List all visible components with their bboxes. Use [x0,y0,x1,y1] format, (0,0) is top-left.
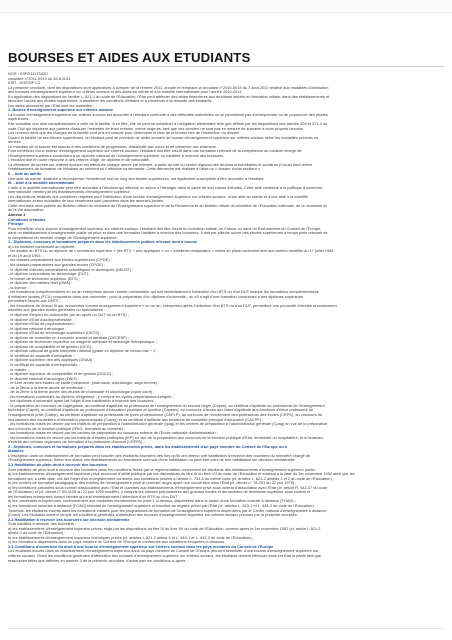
body-line: code Civil qui imposent aux parents d'assurer l'entretien de leurs enfants, même majeurs, tant que ces derniers ne sont pas en mesure de subvenir à leurs propres besoins. [8,126,304,131]
body-line: critères sociaux. Outre les conditions générales d'attribution des bourses d'enseignement supérieur sur critères sociaux, les étudiants doivent effectuer dans cet État la partie tant que [8,553,322,558]
body-line: formations qui, à cette date, ont fait l'objet d'un enregistrement conforme aux conditions posées à l'article L. 731-5 du même code (cf. articles L. 821-2 alinéas 1 et 2 du code de l'Éducation) ; [8,476,334,481]
body-line: c) les formations dispensées dans un pays membre du Conseil de l'Europe et conformes aux conditions évoquées ci-dessous. [8,540,226,545]
body-line: e) les formations ouvertes à distance (FOAD) relevant de l'enseignement supérieur et inscrites au registre prévu par l'État (cf. articles L. 823-1 et L. 444-3 du code de l'Éducation). [8,503,315,508]
body-line: - le diplôme d'État de psychomotricien ; [8,322,76,327]
body-line: - le 1ère année des études de santé (médecine, pharmacie, odontologie, sage-femme) ; [8,381,160,386]
section-heading: Principe [8,222,24,227]
body-line: Elle constitue une aide complémentaire à celle de la famille. À ce titre, elle ne peut se substituer à l'obligation alimentaire telle que définie par les dispositions des articles 203 et 371-2 du [8,122,328,127]
body-line: a) les établissements d'enseignement supérieur privés, régis par les dispositions du titre III du livre VII du code de l'Éducation, ouverts après le 1er novembre 1952 (cf. article L.821-2 [8,526,321,531]
body-line: - le certificat de capacité d'orthoptiste ; [8,353,75,358]
body-line: b) les établissements d'enseignement supérieur techniques privés (cf. articles L.821-2 alinéa 3 et L. 443-1 et L. 443-3 du code de l'Éducation) ; [8,535,254,540]
body-line: b) les centres de formation pédagogique des maîtres de l'enseignement privé du premier degré ayant une convention avec l'État (cf. décret n° 78-251 du 22 juin 1978) ; [8,481,297,486]
body-line: Cette circulaire sera publiée au Bulletin officiel du ministère de l'Enseignement supérieur et de la Recherche et au Bulletin officiel du ministère de l'Éducation nationale, de la Jeunesse et [8,203,327,208]
section-heading: distance [8,449,24,454]
section-heading: 2.2 Habilitation à recevoir des boursiers sur décision ministérielle [8,517,130,522]
body-line: - le certificat de capacité d'orthophoniste ; [8,363,80,367]
body-line: Durant la totalité de ses études supérieures, un étudiant peut se prévaloir de droits annuels de bourse d'enseignement supérieur sur critères sociaux selon les modalités prévues en [8,135,319,140]
body-line: - le diplôme de conseiller en économie sociale et familiale (DECESF) ; [8,335,129,340]
body-line: Le maintien de la bourse est soumis à des conditions de progression, d'assiduité aux cours et de présence aux examens. [8,144,217,149]
body-line: - le diplôme national d'œnologue (DNO) ; [8,376,79,381]
body-line: l'Enseignement supérieur conduisant à un diplôme national de l'enseignement supérieur ou habilitée à recevoir des boursiers. [8,153,225,158]
body-line: ressources telles que définies en annexe 3 de la présente circulaire, d'autre part les conditions ci-après : [8,558,188,563]
body-line: l'établissement de formation de l'étudiant au moment où il effectue sa demande. Cette démarche est réalisée à l'aide du « dossier social étudiant ». [8,167,262,172]
body-line: - les diplômes d'université ayant fait l'objet d'une habilitation à recevoir des boursiers ; [8,399,156,404]
body-line: c) les formations précisées sous contrat d'association avec l'État et ouvertes aux établissements d'enseignement privé sous contrat d'association avec l'État (cf. article R. 442-37 du code [8,485,328,490]
body-line: - les formations complémentaires en un an entreprises durant l'année universitaire qui suit immédiatement l'obtention d'un BTS ou d'un DUT lorsque les formations complémentaires [8,290,319,295]
section-heading: 2 - Diplômes, concours et formations préparés dans les établissements privés, dans les établissements d'un pays membre du Conseil de l'Europe ou à [8,444,287,449]
body-line: - le diplôme d'expert en automobile (un an après un DUT ou un BTS) ; [8,312,129,317]
body-line: favoriser l'accès aux études supérieures, à améliorer les conditions d'études et à contribuer à la réussite des étudiants. [8,99,213,104]
body-line: - le diplôme des métiers d'art (DMA) ; [8,281,73,286]
body-line: - le diplôme de technicien supérieur en imagerie médicale et radiologie thérapeutique ; [8,340,157,345]
body-line: - les formations mises en œuvre par les instituts de préparation à l'administration générale (Ipag) et les centres de préparation à l'administration générale (Cpag) en vue de la préparation [8,422,328,427]
body-line: d'initiatives locales (FCIL) proposées dans une université ; pour la préparation d'un diplôme d'université ; ou s'il s'agit d'une formation conduisant à des diplômes supérieurs [8,294,304,299]
body-line: - les classes préparatoires aux grandes écoles (CPGE) ; [8,262,106,267]
body-line: (Cned). Les étudiants doivent remplir les conditions générales d'attribution des bourses d'enseignement supérieur sur critères sociaux prévues par la présente circulaire. [8,513,298,518]
body-line: recrutement des conseillers d'orientation-psychologues (Copsy) et au certificat d'aptitude aux fonctions de conseiller principal d'éducation (CACPE) ; [8,417,264,422]
body-line: des bourses d'enseignement supérieur sur critères sociaux et des aides au mérite et à la mobilité internationale pour l'année 2010-2011. [8,90,243,95]
body-line: - les formations mises en œuvre par les centres de préparation au concours externe de l'École nationale d'administration ; [8,431,218,436]
body-line: - le master ; [8,367,29,372]
body-line: annexe. [8,140,22,145]
body-line: Les étudiants inscrits dans un établissement d'enseignement supérieur dans un pays membre du Conseil de l'Europe peuvent bénéficier d'une bourse d'enseignement supérieur sur [8,549,319,554]
top-margin [0,0,452,13]
body-line: - la préparation au concours de l'agrégation, au certificat d'aptitude au professorat de l'enseignement du second degré (Capes), au certificat d'aptitude au professorat de l'enseignement [8,403,325,408]
body-line: supérieures. [8,117,30,122]
body-line: Pour bénéficier d'une bourse d'enseignement supérieur sur critères sociaux, l'étudiant doit être inscrit dans une formation relevant de la compétence du ministre chargé de [8,149,302,154]
body-line: circulaire n°2011-0013 du 26-8-2011 [8,76,71,81]
body-line: de l'Éducation) et (cf. décret n° 59-1125 du 22 juin 1990 modifié), y compris les classes préparatoires aux grandes écoles et les sections de technicien supérieur sous contrat et [8,490,311,495]
bottom-divider [8,628,444,629]
body-line: L'étudiant doit en outre répondre à des critères d'âge, de diplôme et de nationalité. [8,158,150,163]
body-line: ESR - DGESIP C2 [8,81,41,86]
body-line: d) les universités européennes, conformément aux modalités mentionnées au point 1 ci-dessus, dispensées dans le cadre d'une formation ouverte à distance (FOAD) ; [8,499,296,504]
body-line: a) les établissements d'enseignement supérieur privé reconnus d'utilité publique par les dispositions du titre III du livre VII du code de l'Éducation et existant à la date du 1er novembre 1952 ainsi que les [8,472,355,477]
body-line: Une aide au mérite, destinée à récompenser l'excellence tout au long des études supérieures, est également susceptible d'être accordée à l'étudiant. [8,176,265,181]
body-line: - le diplôme universitaire de technologie (DUT) ; [8,272,91,277]
annex-label: Annexe 1 [8,212,26,217]
body-line: Les revenus ainsi que les charges de la famille sont pris en compte pour déterminer le taux de la bourse lors de l'instruction du dossier. [8,131,241,136]
section-heading: Conditions d'études [8,217,46,222]
body-line: de la Vie associative. [8,208,45,213]
body-line: Pour bénéficier d'une bourse d'enseignement supérieur sur critères sociaux, l'étudiant doit être inscrit en formation initiale, en France ou dans un État membre du Conseil de l'Europe, [8,226,322,231]
page-title: BOURSES ET AIDES AUX ETUDIANTS [8,50,251,65]
body-line: la compétence du ministre chargé de l'Enseignement supérieur. [8,235,118,240]
body-line: L'inscription dans un établissement de formation peut susciter des étudiants boursiers dès lors qu'ils ont obtenu une habilitation à recevoir des boursiers du ministère chargé de [8,453,311,458]
body-line: - les études au BTS ou au diplôme de « technicien supérieur » (les BTS + arts appliqués « ou » hôtellerie-restauration « mises en place conformément aux arrêtés modifiés du 17 juillet 1984 [8,249,334,254]
body-line: - les classes préparatoires aux études supérieures (CPGE) ; [8,258,112,263]
title-divider [8,66,444,67]
body-line: - le brevet de technicien supérieur (BTS) ; [8,276,81,281]
section-heading: 1 - Diplômes, concours et formations préparés dans les établissements publics relevant dont à bourse [8,240,198,245]
body-line: - le diplôme supérieur de comptabilité et de gestion (DSCG) ; [8,372,114,377]
body-line: aux concours de la fonction publique (IPAG, formation au doctorat) ; [8,426,125,431]
body-line: - le diplôme d'études universitaires scientifiques et techniques (DEUST) ; [8,267,134,272]
body-line: inscrites aux grandes écoles générales ou spécialisées : [8,308,106,313]
body-line: - les formations conduisant au diplôme d'ingénieur ; y compris les cycles préparatoires intégrés ; [8,394,174,399]
body-line: internationale menée par les établissements d'enseignement supérieur. [8,190,131,195]
body-line: et du 19 août 1993 ; [8,253,43,258]
body-line: La présente circulaire, dont les dispositions sont applicables à compter de la rentrée 2011, annule et remplace la circulaire n°2010-0018 du 7 août 2010 relative aux modalités d'attribution [8,85,329,90]
body-line: NOR : ESRS1117342C [8,72,48,76]
body-line: - les formations mises en œuvre par les instituts d'études politiques (IEP) en vue de la préparation aux concours de la fonction publique d'État, territoriale ou hospitalière, et à l'examen [8,435,323,440]
body-line: les formations entreprises durant l'année qui suit immédiatement l'obtention d'un BTS ou d'un DUT ; [8,494,180,499]
body-line: Sont habilités de plein droit à recevoir des boursiers dans les conditions fixées par la réglementation concernant les étudiants des établissements d'enseignement supérieur public : [8,467,318,472]
body-line: En application des dispositions de l'article L. 821-1 du code de l'Éducation, l'État peut attribuer des aides financières aux étudiants inscrits en formation initiale, dans des établissements et [8,94,330,99]
body-line: L'aide à la mobilité internationale peut être accordée à l'étudiant qui effectue un séjour à l'étranger dans le cadre de son cursus d'études. Cette aide contribue à la politique d'ouverture [8,185,323,190]
body-line: Toutefois, les étudiants inscrits dans les formations initiales pour les programmes de formation de l'enseignement supérieur dispensées par le Centre national d'enseignement à distance [8,508,327,513]
body-line: alinéa 3 du code de l'Éducation) ; [8,531,66,536]
body-line: dans un établissement d'enseignement public ou privé et dans une formation habilitée à recevoir des boursiers. Il doit par ailleurs suivre des études supérieures à temps plein relevant de [8,231,328,236]
section-heading: II. - Aide au mérite [8,172,42,177]
body-line: a) Les sections conduisant au diplôme: [8,244,76,249]
document-body [8,72,444,563]
body-line: Les dispositions relatives aux conditions requises pour l'attribution d'une bourse d'enseignement supérieur sur critères sociaux, d'une aide au mérite et d'une aide à la mobilité [8,194,308,199]
body-line: technique (Capet), au certificat d'aptitude au professorat d'éducation physique et sportive (Capeps), au concours d'accès aux listes d'aptitude aux fonctions d'élève professeur de [8,408,314,413]
body-line: l'enseignement privé (Cafep), au certificat d'aptitude au professorat de lycée professionnel (CAPLP), au concours de recrutement des professeurs des écoles (CRPE), au concours de [8,413,322,418]
body-line: internationale et aux modalités de leur versement sont précisées dans les annexes jointes. [8,199,164,204]
section-heading: III. - Aide à la mobilité internationale [8,181,75,186]
body-line: - le diplôme national d'œnologue ; [8,326,67,331]
section-heading: 2.3 Conditions d'ouverture du droit à une bourse d'enseignement supérieur sur critères sociaux dans les pays membres du Conseil de l'Europe [8,544,274,549]
body-line: - le diplôme supérieur des arts appliqués (DSAA) ; [8,358,95,363]
body-line: - le diplôme national de guide interprète national (grade en diplôme de niveau bac + 2 ; [8,349,158,354]
section-heading: 2.1 Habilitation de plein droit à recevoir des boursiers [8,463,108,468]
body-line: La demande de bourse sur critères sociaux est effectuée chaque année par internet, à partir du site du centre régional des œuvres universitaires et scolaires (Crous) dont relève [8,162,313,167]
body-line: - la licence ; [8,285,29,290]
body-line: - le diplôme de comptabilité et de gestion (DCG) ; [8,344,94,349]
body-line: Sont habilités à recevoir des boursiers : [8,522,77,527]
body-line: permettant l'accès aux DNTS ; [8,299,61,304]
body-line: Les aides accordées par l'État sont les suivantes : [8,103,95,108]
body-line: d'entrée aux centres régionaux de formation à la profession d'avocat (CRFPA) ; [8,440,145,445]
body-line: La bourse d'enseignement supérieur sur critères sociaux est accordée à l'étudiant confronté à des difficultés matérielles ne lui permettant pas d'entreprendre ou de poursuivre des études [8,112,328,117]
body-line: - les formations de niveau III qui, annoncées comme enseignement supérieur « en un an, entreprises après l'obtention d'un BTS ou d'un DUT, permettent une poursuite d'études et notamment [8,303,337,308]
section-heading: 1. Bourse d'enseignement supérieur sur critères sociaux [8,108,113,113]
body-line: - le diplôme d'État de technologie supérieure (DNTS) ; [8,331,102,336]
body-line: l'Enseignement supérieur. Selon leur statut, ces établissements ou formations sont soit d'une habilitation ou peut être celui de leur habilitation sur décision ministérielle. [8,458,296,463]
body-line: - de la 2ème à la 6ème année de médecine ; [8,385,86,390]
body-line: - de la 2ème à la 6ème année des études de pharmacie et odontologie (cycle court) ; [8,390,155,395]
body-line: - le diplôme d'État d'audioprothésiste ; [8,317,74,322]
